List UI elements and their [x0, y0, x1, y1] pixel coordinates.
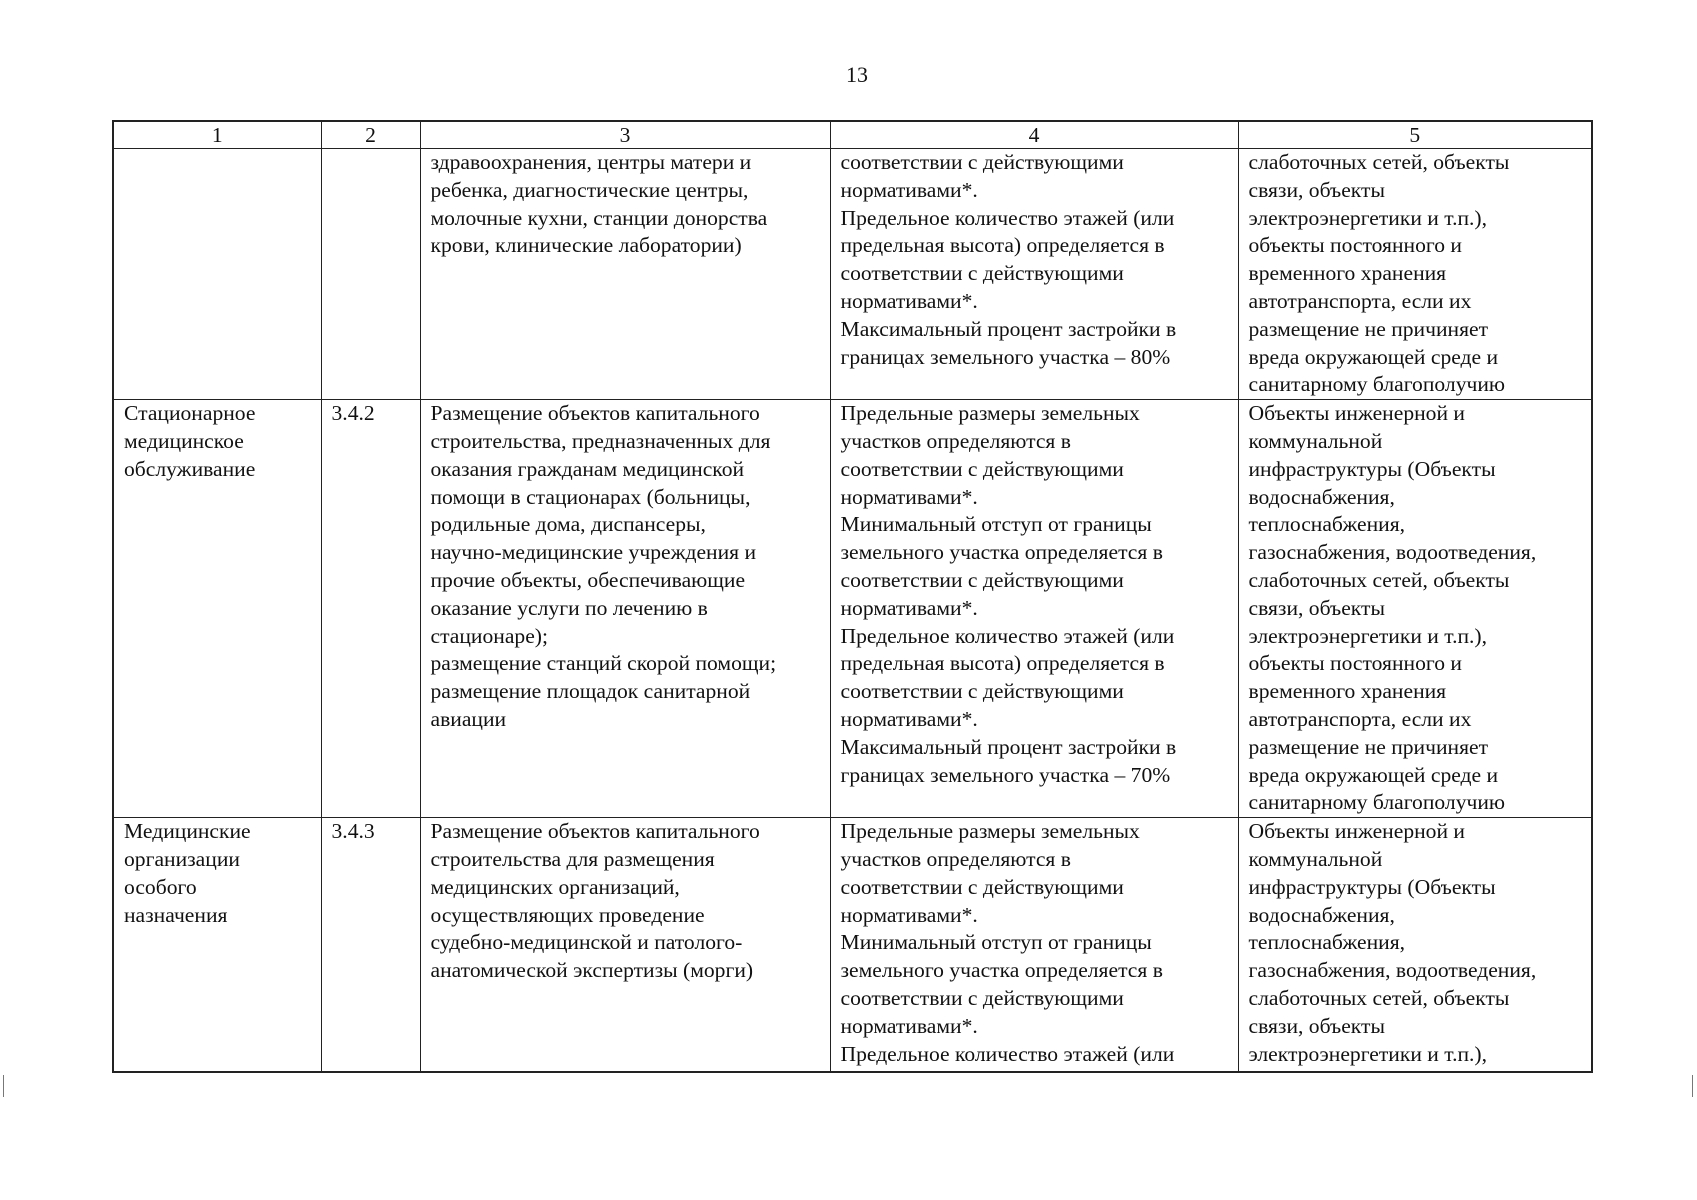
text-line: объекты постоянного и — [1248, 233, 1462, 258]
text-line: объекты постоянного и — [1248, 651, 1462, 676]
cell-description — [420, 400, 830, 818]
page-number: 13 — [846, 62, 868, 87]
table-row — [113, 400, 1592, 818]
text-line: Размещение объектов капитального — [430, 401, 760, 426]
text-line: теплоснабжения, — [1248, 512, 1406, 537]
text-line: нормативами*. — [840, 902, 978, 927]
cell-auxiliary-uses — [1238, 818, 1592, 1072]
text-line: соответствии с действующими — [840, 679, 1124, 704]
table-header-row — [113, 121, 1592, 149]
table-row — [113, 818, 1592, 1072]
text-line: размещение станций скорой помощи; — [430, 651, 777, 676]
text-line: ребенка, диагностические центры, — [430, 177, 749, 202]
text-line: осуществляющих проведение — [430, 902, 705, 927]
text-line: соответствии с действующими — [840, 456, 1124, 481]
cell-parameters — [830, 149, 1238, 400]
text-line: Предельные размеры земельных — [840, 819, 1140, 844]
text-line: родильные дома, диспансеры, — [430, 512, 706, 537]
text-line: границах земельного участка – 80% — [840, 344, 1171, 369]
text-line: электроэнергетики и т.п.), — [1248, 205, 1488, 230]
text-line: Предельные размеры земельных — [840, 401, 1140, 426]
text-line: нормативами*. — [840, 288, 978, 313]
text-line: медицинских организаций, — [430, 874, 680, 899]
text-line: Размещение объектов капитального — [430, 819, 760, 844]
text-line: Максимальный процент застройки в — [840, 316, 1177, 341]
land-use-table — [112, 120, 1593, 1073]
text-line: нормативами*. — [840, 177, 978, 202]
text-line: соответствии с действующими — [840, 874, 1124, 899]
text-line: размещение не причиняет — [1248, 316, 1489, 341]
scan-edge-mark-right — [1692, 1075, 1693, 1097]
text-line: электроэнергетики и т.п.), — [1248, 623, 1488, 648]
column-header-2: 2 — [321, 121, 420, 149]
text-line: Объекты инженерной и — [1248, 819, 1465, 844]
cell-description — [420, 149, 830, 400]
text-line: нормативами*. — [840, 595, 978, 620]
text-line: здравоохранения, центры матери и — [430, 150, 752, 174]
text-line: нормативами*. — [840, 706, 978, 731]
text-line: водоснабжения, — [1248, 902, 1395, 927]
text-line: газоснабжения, водоотведения, — [1248, 958, 1537, 983]
scan-edge-mark-left — [3, 1075, 4, 1097]
text-line: соответствии с действующими — [840, 567, 1124, 592]
text-line: границах земельного участка – 70% — [840, 762, 1171, 787]
text-line: размещение площадок санитарной — [430, 679, 751, 704]
text-line: Максимальный процент застройки в — [840, 734, 1177, 759]
text-line: прочие объекты, обеспечивающие — [430, 567, 746, 592]
text-line: земельного участка определяется в — [840, 958, 1163, 983]
text-line: связи, объекты — [1248, 595, 1385, 620]
text-line: коммунальной — [1248, 428, 1383, 453]
text-line: инфраструктуры (Объекты — [1248, 874, 1496, 899]
text-line: строительства, предназначенных для — [430, 428, 771, 453]
text-line: стационаре); — [430, 623, 548, 648]
text-line: молочные кухни, станции донорства — [430, 205, 768, 230]
text-line: вреда окружающей среде и — [1248, 762, 1499, 787]
text-line: теплоснабжения, — [1248, 930, 1406, 955]
text-line: Предельное количество этажей (или — [840, 205, 1175, 230]
cell-use-name — [113, 149, 321, 400]
text-line: коммунальной — [1248, 846, 1383, 871]
text-line: автотранспорта, если их — [1248, 706, 1472, 731]
text-line: Минимальный отступ от границы — [840, 512, 1152, 537]
text-line: научно-медицинские учреждения и — [430, 540, 757, 565]
text-line: электроэнергетики и т.п.), — [1248, 1041, 1488, 1066]
text-line: особого — [124, 874, 197, 899]
cell-use-code — [321, 400, 420, 818]
text-line: слаботочных сетей, объекты — [1248, 567, 1510, 592]
text-line: 3.4.3 — [331, 819, 375, 844]
text-line: соответствии с действующими — [840, 150, 1124, 174]
text-line: обслуживание — [124, 456, 256, 481]
text-line: слаботочных сетей, объекты — [1248, 150, 1510, 174]
cell-parameters — [830, 818, 1238, 1072]
text-line: санитарному благополучию — [1248, 372, 1506, 397]
text-line: предельная высота) определяется в — [840, 651, 1165, 676]
text-line: газоснабжения, водоотведения, — [1248, 540, 1537, 565]
column-header-5: 5 — [1238, 121, 1592, 149]
text-line: нормативами*. — [840, 1013, 978, 1038]
text-line: Предельное количество этажей (или — [840, 1041, 1175, 1066]
cell-use-code — [321, 149, 420, 400]
text-line: временного хранения — [1248, 261, 1447, 286]
text-line: автотранспорта, если их — [1248, 288, 1472, 313]
text-line: помощи в стационарах (больницы, — [430, 484, 751, 509]
text-line: соответствии с действующими — [840, 261, 1124, 286]
text-line: авиации — [430, 706, 507, 731]
cell-auxiliary-uses — [1238, 149, 1592, 400]
column-header-1: 1 — [113, 121, 321, 149]
text-line: санитарному благополучию — [1248, 790, 1506, 815]
text-line: земельного участка определяется в — [840, 540, 1163, 565]
text-line: организации — [124, 846, 240, 871]
text-line: Медицинские — [124, 819, 251, 844]
text-line: оказание услуги по лечению в — [430, 595, 708, 620]
text-line: медицинское — [124, 428, 244, 453]
text-line: нормативами*. — [840, 484, 978, 509]
text-line: временного хранения — [1248, 679, 1447, 704]
text-line: строительства для размещения — [430, 846, 715, 871]
text-line: Стационарное — [124, 401, 256, 426]
text-line: Предельное количество этажей (или — [840, 623, 1175, 648]
cell-use-name — [113, 818, 321, 1072]
text-line: соответствии с действующими — [840, 985, 1124, 1010]
text-line: 3.4.2 — [331, 401, 375, 426]
text-line: водоснабжения, — [1248, 484, 1395, 509]
text-line: участков определяются в — [840, 846, 1071, 871]
table-row — [113, 149, 1592, 400]
text-line: назначения — [124, 902, 228, 927]
text-line: инфраструктуры (Объекты — [1248, 456, 1496, 481]
cell-use-code — [321, 818, 420, 1072]
text-line: размещение не причиняет — [1248, 734, 1489, 759]
cell-auxiliary-uses — [1238, 400, 1592, 818]
cell-description — [420, 818, 830, 1072]
text-line: слаботочных сетей, объекты — [1248, 985, 1510, 1010]
text-line: крови, клинические лаборатории) — [430, 233, 742, 258]
column-header-4: 4 — [830, 121, 1238, 149]
text-line: анатомической экспертизы (морги) — [430, 958, 754, 983]
text-line: участков определяются в — [840, 428, 1071, 453]
text-line: связи, объекты — [1248, 1013, 1385, 1038]
cell-parameters — [830, 400, 1238, 818]
text-line: судебно-медицинской и патолого- — [430, 930, 743, 955]
text-line: вреда окружающей среде и — [1248, 344, 1499, 369]
text-line: Объекты инженерной и — [1248, 401, 1465, 426]
text-line: связи, объекты — [1248, 177, 1385, 202]
text-line: предельная высота) определяется в — [840, 233, 1165, 258]
column-header-3: 3 — [420, 121, 830, 149]
text-line: оказания гражданам медицинской — [430, 456, 745, 481]
cell-use-name — [113, 400, 321, 818]
text-line: Минимальный отступ от границы — [840, 930, 1152, 955]
